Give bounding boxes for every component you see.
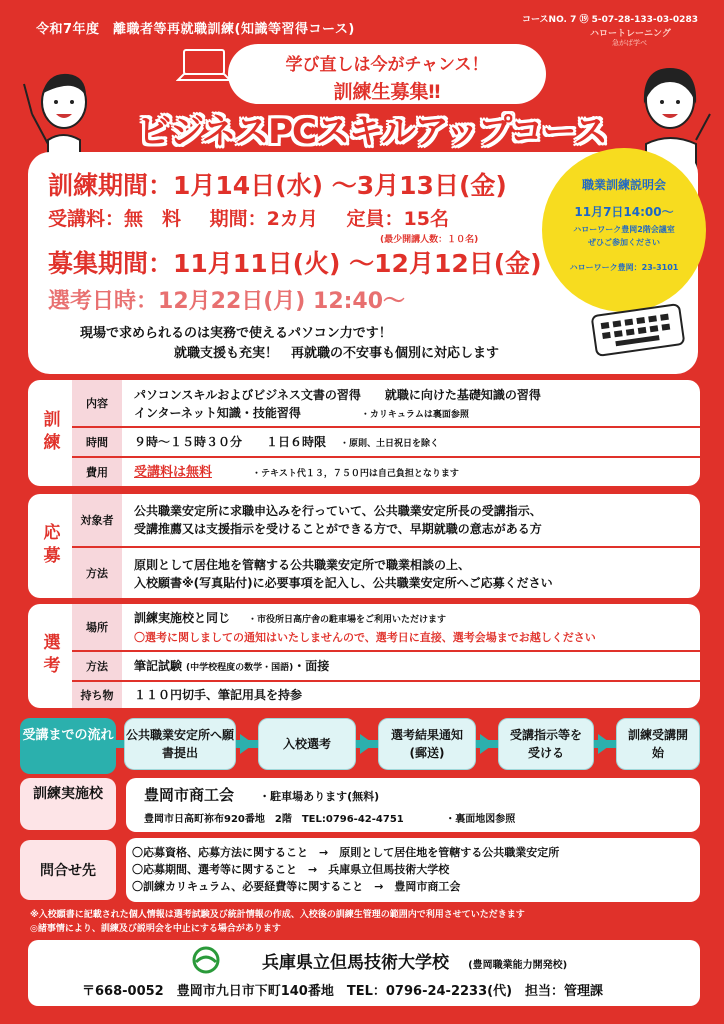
apply-section [28,494,700,598]
flow-step-5: 訓練受講開始 [616,718,700,770]
place-key: 場所 [72,604,122,650]
selection-section-label: 選考 [39,633,60,679]
footnote-privacy: ※入校願書に記載された個人情報は選考試験及び統計情報の作成、入校後の訓練生管理の範囲内で利用させていただきます [30,910,525,920]
contact-label: 問合せ先 [20,840,116,900]
footer-org: 兵庫県立但馬技術大学校 [262,953,449,973]
school-map-note: ・裏面地図参照 [445,814,516,825]
program-title: 令和7年度 離職者等再就職訓練(知識等習得コース) [36,22,355,37]
briefing-date: 11月7日14:00～ [574,205,674,219]
time-note: ・原則、土日祝日を除く [340,439,440,449]
fee-label: 受講料：無 料 [48,208,182,230]
footnote-cancel: ◎諸事情により、訓練及び説明会を中止にする場合があります [30,924,281,934]
selection-method-small: (中学校程度の数学・国語) [186,663,294,673]
slogan-banner [228,44,546,104]
apply-method-line2: 入校願書※(写真貼付)に必要事項を記入し、公共職業安定所へご応募ください [134,576,553,590]
briefing-place: ハローワーク豊岡2階会議室 [573,225,675,234]
selection-method-tail: ・面接 [293,659,330,673]
time-row [72,426,700,456]
briefing-badge [542,148,706,312]
training-section-label: 訓練 [39,410,60,456]
course-title: ビジネスPCスキルアップコース [137,112,607,152]
content-note: ・カリキュラムは裏面参照 [360,410,469,420]
training-period [48,166,507,202]
footnotes [30,908,525,936]
items-row [72,680,700,708]
flow-step-1: 公共職業安定所へ願書提出 [124,718,236,770]
flow-label: 受講までの流れ [20,718,116,774]
apply-method-key: 方法 [72,548,122,598]
school-logo-icon [190,946,222,974]
items-key: 持ち物 [72,682,122,708]
recruitment-value: 11月11日(火) ～12月12日(金) [173,249,542,278]
briefing-invite: ぜひご参加ください [588,238,660,247]
recruitment-label: 募集期間： [48,249,174,278]
apply-method-row [72,546,700,598]
place-warning: 〇選考に関しましての通知はいたしませんので、選考日に直接、選考会場までお越しください [134,631,596,644]
content-key: 内容 [72,380,122,426]
fee-value: 受講料は無料 [134,465,213,480]
training-section [28,380,700,486]
slogan-line2: 訓練生募集‼ [333,81,441,103]
place-note: ・市役所日高庁舎の駐車場をご利用いただけます [248,615,447,625]
time-value: ９時～１５時３０分 １日６時限 [134,435,327,449]
capacity: 定員：15名 [346,208,449,230]
briefing-tel: ハローワーク豊岡：23-3101 [569,263,679,272]
contact-line: 〇応募期間、選考等に関すること → 兵庫県立但馬技術大学校 [132,863,450,876]
school-parking: ・駐車場あります(無料) [259,790,380,803]
target-row [72,494,700,546]
recruitment-period [48,244,542,280]
hello-training-subtitle: 急がば学べ [612,39,647,47]
flow-step-3: 選考結果通知(郵送) [378,718,476,770]
flow-arrow-icon [360,734,374,754]
school-address: 豊岡市日高町祢布920番地 2階 TEL:0796-42-4751 [144,814,404,825]
school-name: 豊岡市商工会 [144,786,235,804]
content-line1: パソコンスキルおよびビジネス文書の習得 就職に向けた基礎知識の習得 [134,388,541,402]
capacity-note: (最少開講人数：１０名) [380,235,479,245]
selection-method-row [72,650,700,680]
selection-value: 12月22日(月) 12:40～ [158,289,406,314]
footer-org-sub: (豊岡職業能力開発校) [468,960,568,971]
footer-address: 〒668-0052 豊岡市九日市下町140番地 TEL：0796-24-2233(代) 担当：管理課 [82,984,604,999]
apply-method-line1: 原則として居住地を管轄する公共職業安定所で職業相談の上、 [134,558,471,572]
content-row [72,380,700,426]
fee-duration-capacity [48,204,449,231]
target-line2: 受講推薦又は支援指示を受けることができる方で、早期就職の意志がある方 [134,522,542,536]
briefing-title: 職業訓練説明会 [581,178,666,192]
target-line1: 公共職業安定所に求職申込みを行っていて、公共職業安定所長の受講指示、 [134,504,542,518]
place-row [72,604,700,650]
time-key: 時間 [72,428,122,456]
duration: 期間：2カ月 [209,208,318,230]
keyboard-icon [590,300,694,360]
training-period-label: 訓練期間： [48,171,174,200]
training-period-value: 1月14日(水) ～3月13日(金) [173,171,507,200]
fee-note: ・テキスト代１３，７５０円は自己負担となります [252,469,459,479]
school-label: 訓練実施校 [20,778,116,830]
slogan-line1: 学び直しは今がチャンス！ [285,55,489,75]
selection-method-value: 筆記試験 [134,659,183,673]
place-value: 訓練実施校と同じ [134,611,231,625]
fee-row [72,456,700,486]
hello-training-logo: ハロートレーニング [590,29,671,39]
selection-method-key: 方法 [72,652,122,680]
selection-section [28,604,700,708]
flow-arrow-icon [480,734,494,754]
selection-label: 選考日時： [48,289,159,314]
items-value: １１０円切手、筆記用具を持参 [134,688,303,702]
flow-arrow-icon [598,734,612,754]
selection-date [48,284,405,315]
laptop-icon [176,46,232,86]
content-line2: インターネット知識・技能習得 [134,406,301,420]
flow-arrow-icon [240,734,254,754]
lead-line2: 就職支援も充実！ 再就職の不安事も個別に対応します [174,346,500,361]
target-key: 対象者 [72,494,122,546]
flow-step-2: 入校選考 [258,718,356,770]
contact-card [126,838,700,902]
lead-text [80,324,499,364]
flow-step-4: 受講指示等を受ける [498,718,594,770]
footer [28,940,700,1006]
contact-line: 〇訓練カリキュラム、必要経費等に関すること → 豊岡市商工会 [132,880,461,893]
course-number: コースNO. 7 ⑲ 5-07-28-133-03-0283 [522,15,698,25]
fee-key: 費用 [72,458,122,486]
lead-line1: 現場で求められるのは実務で使えるパソコン力です！ [80,326,392,341]
contact-line: 〇応募資格、応募方法に関すること → 原則として居住地を管轄する公共職業安定所 [132,846,560,859]
school-card [126,778,700,832]
apply-section-label: 応募 [39,523,60,569]
